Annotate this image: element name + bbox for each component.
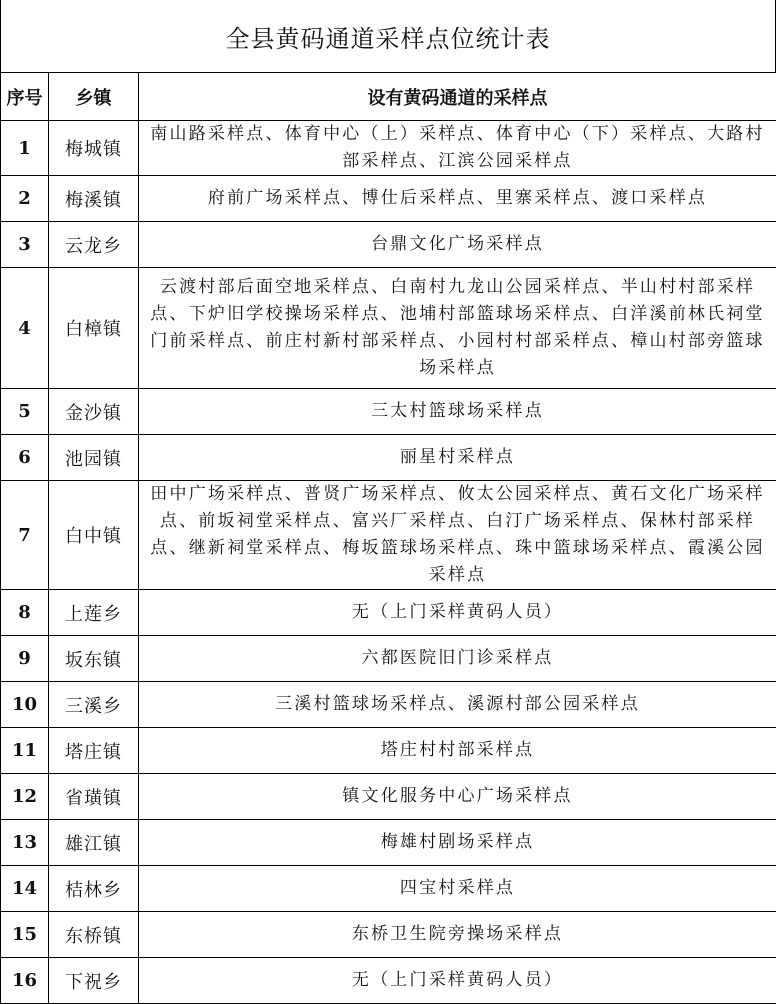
page-title: 全县黄码通道采样点位统计表 xyxy=(0,0,776,72)
row-points: 三溪村篮球场采样点、溪源村部公园采样点 xyxy=(139,682,776,728)
header-index: 序号 xyxy=(1,73,49,121)
row-town: 省璜镇 xyxy=(49,774,139,820)
row-index: 6 xyxy=(1,435,49,481)
table-row xyxy=(1,389,776,435)
row-index: 4 xyxy=(1,268,49,389)
sampling-points-table xyxy=(0,72,776,1004)
row-town: 塔庄镇 xyxy=(49,728,139,774)
row-town: 上莲乡 xyxy=(49,590,139,636)
row-town: 桔林乡 xyxy=(49,866,139,912)
row-points: 四宝村采样点 xyxy=(139,866,776,912)
header-town: 乡镇 xyxy=(49,73,139,121)
row-points: 府前广场采样点、博仕后采样点、里寨采样点、渡口采样点 xyxy=(139,176,776,222)
row-index: 12 xyxy=(1,774,49,820)
header-points: 设有黄码通道的采样点 xyxy=(139,73,776,121)
row-points: 台鼎文化广场采样点 xyxy=(139,222,776,268)
row-index: 3 xyxy=(1,222,49,268)
row-index: 14 xyxy=(1,866,49,912)
table-row xyxy=(1,728,776,774)
row-points: 三太村篮球场采样点 xyxy=(139,389,776,435)
table-header-row xyxy=(1,73,776,121)
row-town: 雄江镇 xyxy=(49,820,139,866)
row-town: 梅城镇 xyxy=(49,121,139,176)
row-index: 7 xyxy=(1,481,49,590)
row-points: 塔庄村村部采样点 xyxy=(139,728,776,774)
row-index: 2 xyxy=(1,176,49,222)
row-index: 1 xyxy=(1,121,49,176)
row-town: 白中镇 xyxy=(49,481,139,590)
row-town: 金沙镇 xyxy=(49,389,139,435)
row-town: 云龙乡 xyxy=(49,222,139,268)
row-points: 无（上门采样黄码人员） xyxy=(139,590,776,636)
row-points: 镇文化服务中心广场采样点 xyxy=(139,774,776,820)
table-row xyxy=(1,222,776,268)
table-row xyxy=(1,820,776,866)
row-town: 东桥镇 xyxy=(49,912,139,958)
table-row xyxy=(1,866,776,912)
table-row xyxy=(1,435,776,481)
row-points: 南山路采样点、体育中心（上）采样点、体育中心（下）采样点、大路村部采样点、江滨公园采样点 xyxy=(139,121,776,176)
row-index: 10 xyxy=(1,682,49,728)
row-index: 5 xyxy=(1,389,49,435)
row-points: 六都医院旧门诊采样点 xyxy=(139,636,776,682)
row-index: 16 xyxy=(1,958,49,1004)
row-index: 8 xyxy=(1,590,49,636)
row-points: 田中广场采样点、普贤广场采样点、攸太公园采样点、黄石文化广场采样点、前坂祠堂采样点、富兴厂采样点、白汀广场采样点、保林村部采样点、继新祠堂采样点、梅坂篮球场采样点、珠中篮球场采样点、霞溪公园采样点 xyxy=(139,481,776,590)
table-row xyxy=(1,121,776,176)
table-row xyxy=(1,636,776,682)
row-town: 池园镇 xyxy=(49,435,139,481)
row-points: 梅雄村剧场采样点 xyxy=(139,820,776,866)
table-row xyxy=(1,268,776,389)
row-index: 13 xyxy=(1,820,49,866)
table-row xyxy=(1,590,776,636)
row-points: 无（上门采样黄码人员） xyxy=(139,958,776,1004)
row-points: 云渡村部后面空地采样点、白南村九龙山公园采样点、半山村村部采样点、下炉旧学校操场采样点、池埔村部篮球场采样点、白洋溪前林氏祠堂门前采样点、前庄村新村部采样点、小园村村部采样点、樟山村部旁篮球场采样点 xyxy=(139,268,776,389)
row-town: 三溪乡 xyxy=(49,682,139,728)
row-index: 15 xyxy=(1,912,49,958)
row-town: 白樟镇 xyxy=(49,268,139,389)
row-town: 梅溪镇 xyxy=(49,176,139,222)
table-row xyxy=(1,481,776,590)
row-town: 坂东镇 xyxy=(49,636,139,682)
row-points: 东桥卫生院旁操场采样点 xyxy=(139,912,776,958)
row-town: 下祝乡 xyxy=(49,958,139,1004)
row-points: 丽星村采样点 xyxy=(139,435,776,481)
table-row xyxy=(1,176,776,222)
row-index: 9 xyxy=(1,636,49,682)
row-index: 11 xyxy=(1,728,49,774)
table-row xyxy=(1,912,776,958)
table-row xyxy=(1,958,776,1004)
table-row xyxy=(1,682,776,728)
table-row xyxy=(1,774,776,820)
